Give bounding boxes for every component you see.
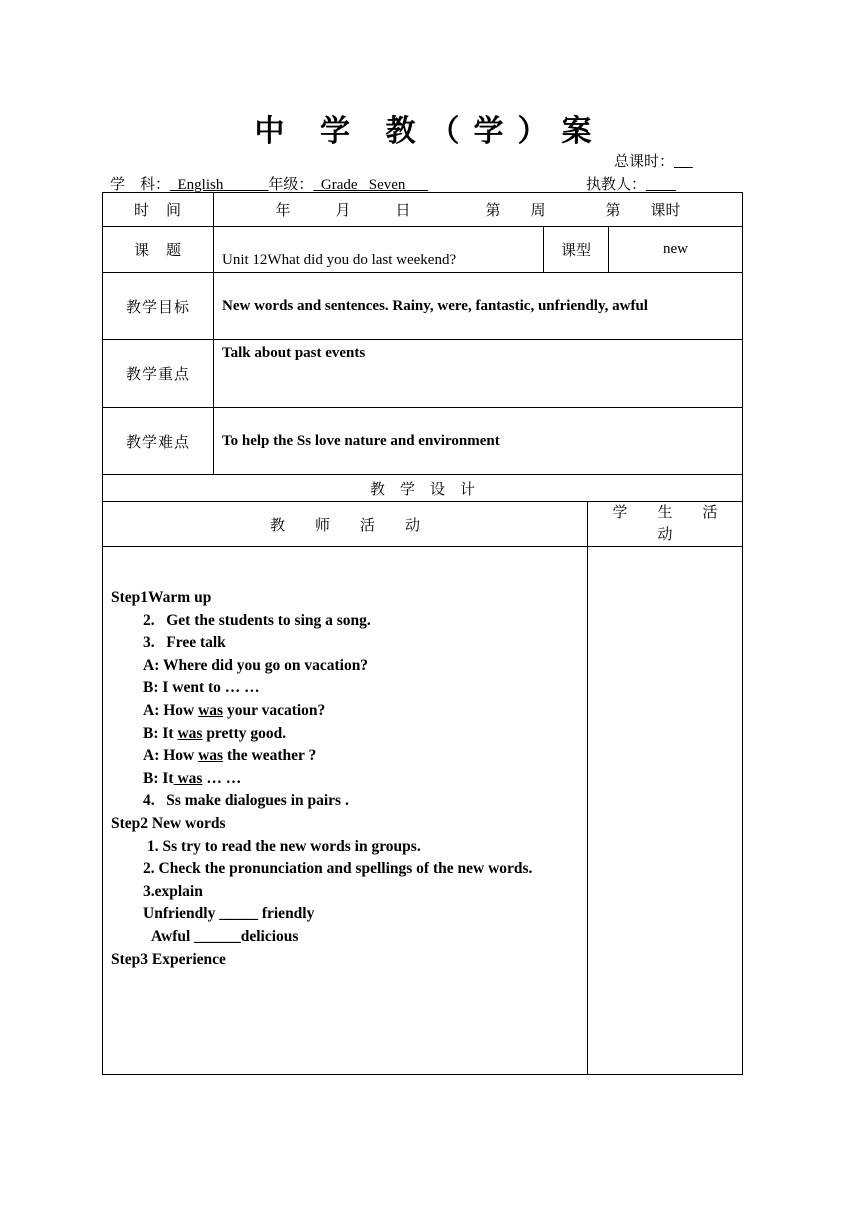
- time-value: 年 月 日 第 周 第 课时: [214, 193, 743, 227]
- subject-label: 学 科：: [110, 177, 171, 193]
- step2-item-2: 2. Check the pronunciation and spellings of the new words.: [143, 860, 533, 878]
- dialogue-text: B: It: [143, 769, 174, 787]
- dialogue-text: A: How: [143, 701, 199, 719]
- teacher-activity-content: [103, 547, 588, 1075]
- grade-label: 年级：: [268, 177, 314, 193]
- dialogue-text: your vacation?: [223, 701, 326, 719]
- dialogue-text: pretty good.: [202, 724, 287, 742]
- teacher-label: 执教人：: [586, 177, 647, 193]
- goal-label: 教学目标: [103, 273, 214, 340]
- goal-value: New words and sentences. Rainy, were, fantastic, unfriendly, awful: [214, 273, 743, 340]
- dialogue-line-5: [111, 745, 587, 768]
- difficult-point-row: [103, 408, 743, 475]
- lesson-type-value: new: [609, 227, 743, 273]
- underlined-word: was: [173, 769, 203, 787]
- design-header-row: [103, 475, 743, 502]
- step2-item-3: 3.explain: [143, 882, 203, 900]
- page-title: 中 学 教（学）案: [254, 115, 606, 148]
- student-activity-header-line1: 学 生 活: [612, 505, 718, 521]
- activity-header-row: [103, 502, 743, 547]
- dialogue-line-2: B: I went to … …: [143, 679, 260, 697]
- step1-item-4: 4. Ss make dialogues in pairs .: [143, 792, 349, 810]
- step2-item-5: Awful ______delicious: [151, 927, 299, 945]
- dialogue-text: the weather ?: [223, 747, 317, 765]
- dialogue-line-6: [111, 768, 587, 791]
- teacher-blank: [646, 177, 676, 193]
- teacher-activity-header: 教 师 活 动: [103, 502, 588, 547]
- subject-value: English: [170, 177, 269, 193]
- lesson-plan-table: [102, 192, 743, 1075]
- student-activity-content: [588, 547, 743, 1075]
- dialogue-text: … …: [202, 769, 242, 787]
- student-activity-header: [588, 502, 743, 547]
- total-lessons: [614, 150, 693, 171]
- dialogue-text: A: How: [143, 747, 199, 765]
- time-label: 时 间: [103, 193, 214, 227]
- underlined-word: was: [198, 747, 224, 765]
- step1-item-3: 3. Free talk: [143, 634, 226, 652]
- difficult-point-value: To help the Ss love nature and environment: [214, 408, 743, 475]
- topic-row: [103, 227, 743, 273]
- dialogue-line-1: A: Where did you go on vacation?: [143, 656, 369, 674]
- difficult-point-label: 教学难点: [103, 408, 214, 475]
- key-point-value: Talk about past events: [214, 340, 743, 408]
- step2-item-4: Unfriendly _____ friendly: [143, 905, 315, 923]
- lesson-type-label: 课型: [544, 227, 609, 273]
- step2-title: Step2 New words: [111, 814, 226, 832]
- underlined-word: was: [177, 724, 203, 742]
- total-lessons-label: 总课时：: [614, 154, 675, 170]
- dialogue-line-3: [111, 700, 587, 723]
- teacher-info: [586, 173, 676, 194]
- step2-item-1: 1. Ss try to read the new words in groups.: [147, 837, 421, 855]
- step1-title: Step1Warm up: [111, 589, 212, 606]
- subject-info: [110, 173, 428, 194]
- activity-content-row: [103, 547, 743, 1075]
- topic-label: 课 题: [103, 227, 214, 273]
- key-point-label: 教学重点: [103, 340, 214, 408]
- dialogue-line-4: [111, 723, 587, 746]
- step3-title: Step3 Experience: [111, 950, 226, 968]
- time-row: [103, 193, 743, 227]
- student-activity-header-line2: 动: [657, 527, 673, 543]
- underlined-word: was: [198, 701, 224, 719]
- dialogue-text: B: It: [143, 724, 178, 742]
- key-point-row: [103, 340, 743, 408]
- step1-item-2: 2. Get the students to sing a song.: [143, 611, 371, 629]
- total-lessons-blank: [674, 154, 693, 170]
- goal-row: [103, 273, 743, 340]
- design-header: 教 学 设 计: [103, 475, 743, 502]
- topic-value: Unit 12What did you do last weekend?: [214, 227, 544, 273]
- grade-value: Grade Seven: [313, 177, 428, 193]
